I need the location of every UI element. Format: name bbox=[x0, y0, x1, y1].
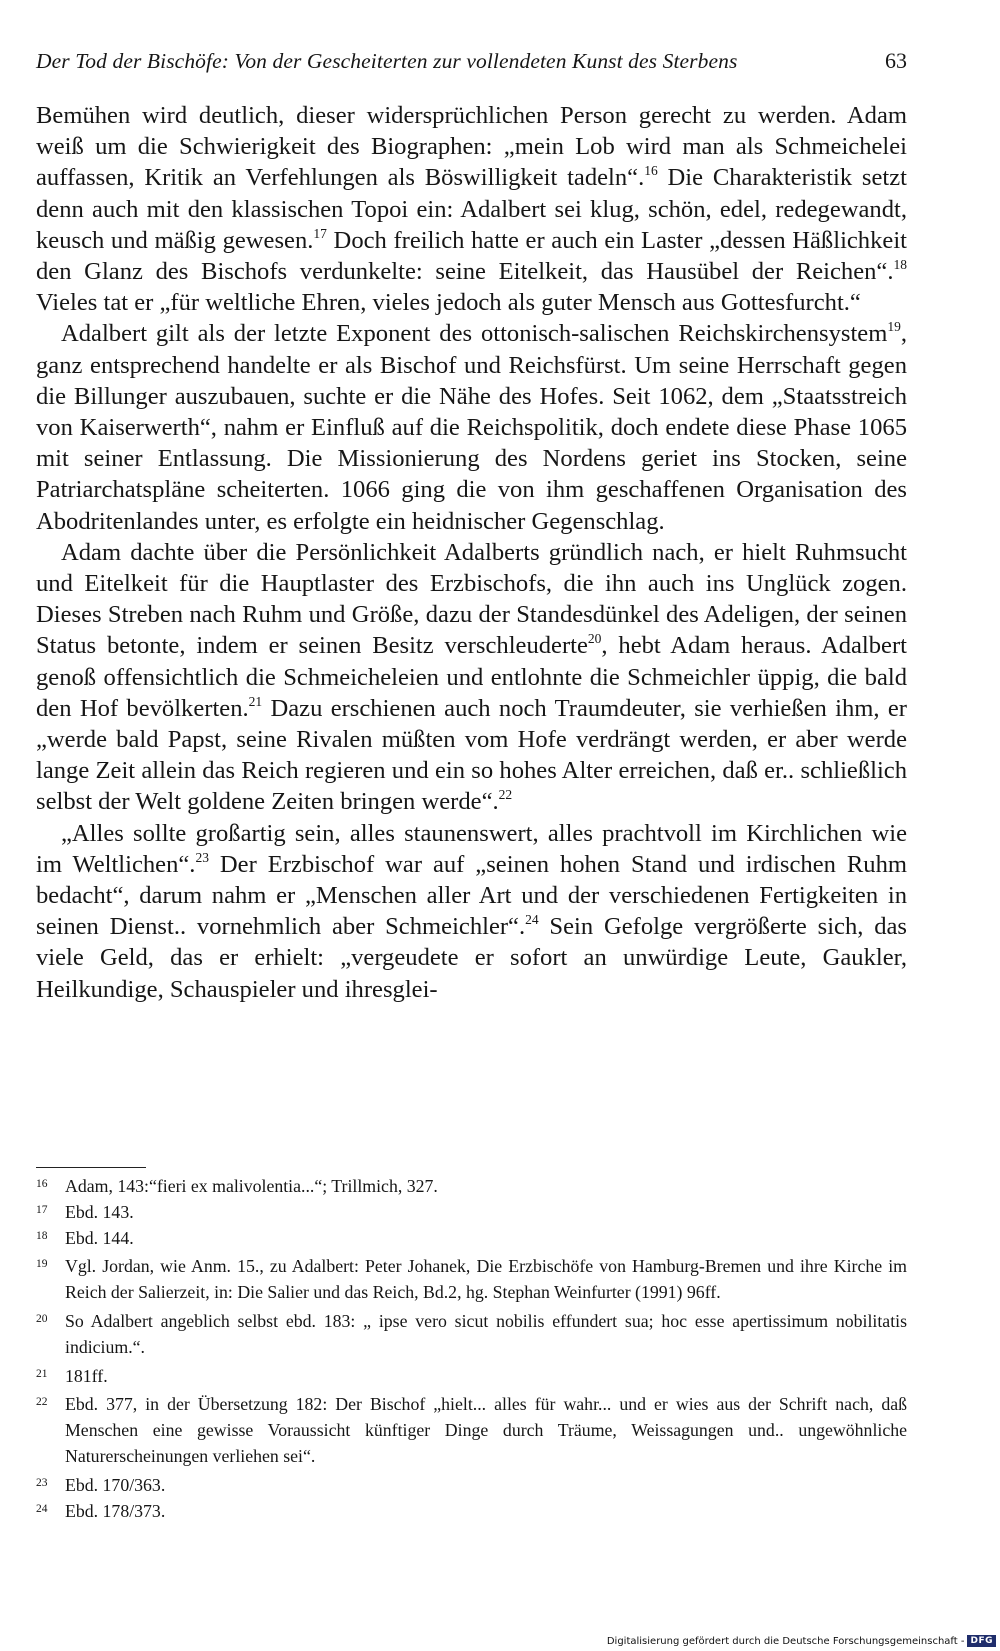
text-run: , hebt Adam heraus. Adalbert genoß offensichtlich die Schmeicheleien und entlohnte die Schmeichler üppig, die bald den Hof bevölkerten. bbox=[36, 632, 907, 722]
footnotes bbox=[36, 1174, 907, 1524]
footnote-text: Ebd. 178/373. bbox=[65, 1500, 166, 1521]
footnote-ref[interactable]: 17 bbox=[313, 225, 327, 241]
footnote-number: 21 bbox=[36, 1367, 48, 1380]
footnote-ref[interactable]: 21 bbox=[248, 693, 263, 709]
footnote-number: 20 bbox=[36, 1312, 48, 1325]
text-run: Vieles tat er „für weltliche Ehren, vieles jedoch als guter Mensch aus Gottesfurcht.“ bbox=[36, 289, 861, 317]
text-run: Die Charakteristik setzt denn auch mit den klassischen Topoi ein: Adalbert sei klug, schön, edel, redegewandt, keusch und mäßig gewesen. bbox=[36, 164, 907, 254]
text-run: , ganz entsprechend handelte er als Bischof und Reichsfürst. Um seine Herrschaft gegen die Billunger auszubauen, suchte er die Nähe des Hofes. Seit 1062, dem „Staatsstreich von Kaiserwerth“, nahm er Einfluß auf die Reichspolitik, doch endete diese Phase 1065 mit seiner Entlassung. Die Missionierung des Nordens geriet ins Stocken, seine Patriarchatspläne scheiterten. 1066 ging die von ihm geschaffenen Organisation des Abodritenlandes unter, es erfolgte ein heidnischer Gegenschlag. bbox=[36, 320, 907, 535]
footnote-ref[interactable]: 16 bbox=[644, 163, 658, 179]
text-run: Adam dachte über die Persönlichkeit Adalberts gründlich nach, er hielt Ruhmsucht und Eitelkeit für die Hauptlaster des Erzbischofs, die ihn auch ins Unglück zogen. Dieses Streben nach Ruhm und Größe, dazu der Standesdünkel des Adeligen, der seinen Status betonte, indem er seinen Besitz verschleuderte bbox=[36, 538, 907, 660]
page-number: 63 bbox=[885, 48, 907, 73]
text-run: Adalbert gilt als der letzte Exponent des ottonisch-salischen Reichskirchensystem bbox=[61, 320, 888, 348]
text-run: Sein Gefolge vergrößerte sich, das viele Geld, das er erhielt: „vergeudete er sofort an unwürdige Leute, Gaukler, Heilkundige, Schauspieler und ihresglei- bbox=[36, 913, 907, 1003]
footnote bbox=[36, 1226, 907, 1252]
footnote-ref[interactable]: 19 bbox=[887, 319, 901, 335]
footnote-ref[interactable]: 24 bbox=[525, 912, 539, 928]
footnote bbox=[36, 1200, 907, 1226]
footnote-text: 181ff. bbox=[65, 1365, 108, 1386]
footnote-text: Ebd. 144. bbox=[65, 1227, 134, 1248]
main-text bbox=[36, 100, 907, 1005]
text-run: Dazu erschienen auch noch Traumdeuter, sie verhießen ihm, er „werde bald Papst, seine Rivalen müßten vom Hofe verdrängt werden, er aber werde lange Zeit allein das Reich regieren und ein so hohes Alter erreichen, daß er.. schließlich selbst der Welt goldene Zeiten bringen werde“. bbox=[36, 694, 907, 816]
footnote bbox=[36, 1174, 907, 1200]
footnote-number: 24 bbox=[36, 1502, 48, 1515]
footnote-text: So Adalbert angeblich selbst ebd. 183: „ ipse vero sicut nobilis effundert sua; hoc esse apertissimum nobilitatis indicium.“. bbox=[65, 1310, 907, 1357]
footnote-divider bbox=[36, 1167, 146, 1168]
paragraph-3 bbox=[36, 537, 907, 818]
footnote-ref[interactable]: 20 bbox=[587, 631, 602, 647]
footnote-ref[interactable]: 18 bbox=[893, 256, 907, 272]
footnote-text: Ebd. 377, in der Übersetzung 182: Der Bischof „hielt... alles für wahr... und er wies aus der Schrift nach, daß Menschen eine gewisse Voraussicht künftiger Dinge durch Träume, Weissagungen und.. ungewöhnliche Naturerscheinungen verliehen sei“. bbox=[65, 1394, 907, 1466]
credit-text: Digitalisierung gefördert durch die Deutsche Forschungsgemeinschaft - bbox=[606, 1635, 965, 1647]
footnote-text: Ebd. 170/363. bbox=[65, 1474, 166, 1495]
text-run: Bemühen wird deutlich, dieser widersprüchlichen Person gerecht zu werden. Adam weiß um die Schwierigkeit des Biographen: „mein Lob wird man als Schmeichelei auffassen, Kritik an Verfehlungen als Böswilligkeit tadeln“. bbox=[36, 102, 907, 192]
paragraph-4 bbox=[36, 818, 907, 1005]
footnote bbox=[36, 1309, 907, 1361]
footnote-number: 19 bbox=[36, 1258, 48, 1271]
running-header bbox=[36, 48, 907, 74]
footnote-text: Ebd. 143. bbox=[65, 1201, 134, 1222]
header-title: Der Tod der Bischöfe: Von der Gescheiterten zur vollendeten Kunst des Sterbens bbox=[36, 49, 738, 73]
digitization-credit bbox=[607, 1635, 996, 1647]
footnote-number: 18 bbox=[36, 1229, 48, 1242]
text-run: „Alles sollte großartig sein, alles staunenswert, alles prachtvoll im Kirchlichen wie im Weltlichen“. bbox=[36, 819, 907, 878]
footnote bbox=[36, 1473, 907, 1499]
footnote-number: 22 bbox=[36, 1396, 48, 1409]
footnote bbox=[36, 1254, 907, 1306]
paragraph-1 bbox=[36, 100, 907, 318]
text-run: Der Erzbischof war auf „seinen hohen Stand und irdischen Ruhm bedacht“, darum nahm er „Menschen aller Art und der verschiedenen Fertigkeiten in seinen Dienst.. vornehmlich aber Schmeichler“. bbox=[36, 850, 907, 941]
paragraph-2 bbox=[36, 318, 907, 536]
footnote bbox=[36, 1364, 907, 1390]
footnote-number: 23 bbox=[36, 1476, 48, 1489]
footnote bbox=[36, 1392, 907, 1469]
footnote-number: 17 bbox=[36, 1203, 48, 1216]
footnote-text: Adam, 143:“fieri ex malivolentia...“; Trillmich, 327. bbox=[65, 1176, 438, 1196]
dfg-logo: DFG bbox=[967, 1635, 996, 1647]
footnote-ref[interactable]: 23 bbox=[195, 849, 209, 865]
text-run: Doch freilich hatte er auch ein Laster „dessen Häßlichkeit den Glanz des Bischofs verdunkelte: seine Eitelkeit, das Hausübel der Reichen“. bbox=[36, 226, 907, 286]
footnote-text: Vgl. Jordan, wie Anm. 15., zu Adalbert: Peter Johanek, Die Erzbischöfe von Hamburg-Bremen und ihre Kirche im Reich der Salierzeit, in: Die Salier und das Reich, Bd.2, hg. Stephan Weinfurter (1991) 96ff. bbox=[65, 1256, 907, 1303]
footnote-number: 16 bbox=[36, 1178, 48, 1190]
footnote-ref[interactable]: 22 bbox=[498, 787, 513, 803]
footnote bbox=[36, 1499, 907, 1525]
